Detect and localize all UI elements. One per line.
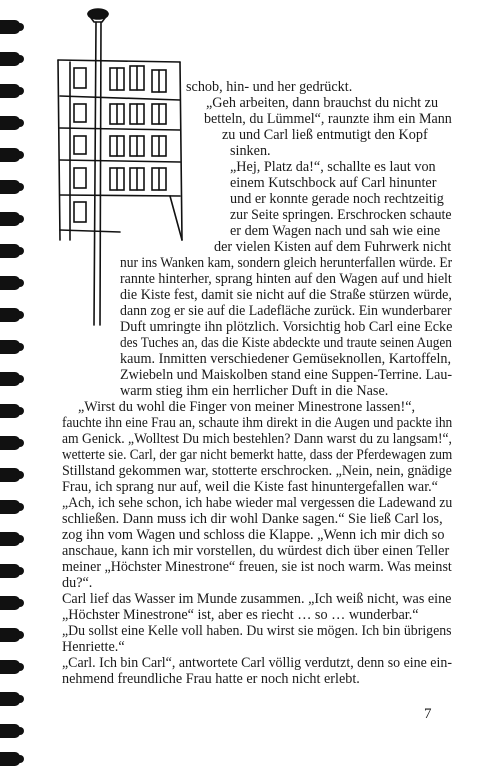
binding-ring <box>0 148 20 162</box>
text-line: meiner „Höchster Minestrone“ freuen, sie ist noch warm. Was meinst <box>62 559 452 575</box>
text-line: schob, hin- und her gedrückt. <box>186 79 353 95</box>
binding-ring <box>0 692 20 706</box>
text-line: Frau, ich sprang nur auf, weil die Kiste fast hinuntergefallen war.“ <box>62 479 438 495</box>
binding-ring <box>0 564 20 578</box>
text-line: Carl lief das Wasser im Munde zusammen. „Ich weiß nicht, was eine <box>62 591 452 607</box>
text-line: „Carl. Ich bin Carl“, antwortete Carl völlig verdutzt, denn so eine ein- <box>62 655 452 671</box>
binding-ring <box>0 532 20 546</box>
text-line: der vielen Kisten auf dem Fuhrwerk nicht <box>214 239 452 255</box>
text-line: du?“. <box>62 575 93 591</box>
text-line: „Höchster Minestrone“ ist, aber es riecht … so … wunderbar.“ <box>62 607 419 623</box>
binding-ring <box>0 20 20 34</box>
binding-ring <box>0 340 20 354</box>
text-line: zog ihn vom Wagen und schloss die Klappe. „Wenn ich mir dich so <box>62 527 445 543</box>
text-line: zu und Carl ließ entmutigt den Kopf <box>222 127 428 143</box>
text-line: nehmend freundliche Frau hatte er noch nicht erlebt. <box>62 671 360 687</box>
text-line: am Genick. „Wolltest Du mich bestehlen? Dann warst du zu langsam!“, <box>62 431 452 447</box>
text-line: Zwiebeln und Maiskolben stand eine Suppen-Terrine. Lau- <box>120 367 453 383</box>
binding-ring <box>0 212 20 226</box>
text-line: „Geh arbeiten, dann brauchst du nicht zu <box>206 95 439 111</box>
text-line: fauchte ihn eine Frau an, schaute ihm direkt in die Augen und packte ihn <box>62 415 453 431</box>
binding-ring <box>0 372 20 386</box>
text-line: rannte hinterher, sprang hinten auf den Wagen auf und hielt <box>120 271 452 287</box>
text-line: „Wirst du wohl die Finger von meiner Minestrone lassen!“, <box>78 399 416 415</box>
text-line: er dem Wagen nach und sah wie eine <box>230 223 441 239</box>
binding-ring <box>0 628 20 642</box>
binding-ring <box>0 276 20 290</box>
binding-ring <box>0 52 20 66</box>
text-line: Stillstand gekommen war, stotterte erschrocken. „Nein, nein, gnädige <box>62 463 452 479</box>
text-line: „Du sollst eine Kelle voll haben. Du wirst sie mögen. Ich bin übrigens <box>62 623 452 639</box>
text-line: die Kiste fest, damit sie nicht auf die Straße stürzen würde, <box>120 287 452 303</box>
text-line: Duft umringte ihn plötzlich. Vorsichtig hob Carl eine Ecke <box>120 319 453 335</box>
text-line: „Hej, Platz da!“, schallte es laut von <box>230 159 436 175</box>
text-line: „Ach, ich sehe schon, ich habe wieder mal vergessen die Ladewand zu <box>62 495 453 511</box>
text-line: und er konnte gerade noch rechtzeitig <box>230 191 444 207</box>
binding-ring <box>0 468 20 482</box>
text-line: nur ins Wanken kam, sondern gleich herunterfallen würde. Er <box>120 255 453 271</box>
text-line: einem Kutschbock auf Carl hinunter <box>230 175 437 191</box>
text-line: Henriette.“ <box>62 639 125 655</box>
binding-ring <box>0 436 20 450</box>
binding-ring <box>0 180 20 194</box>
binding-ring <box>0 116 20 130</box>
text-line: des Tuches an, das die Kiste abdeckte und traute seinen Augen <box>120 335 452 351</box>
binding-ring <box>0 724 20 738</box>
text-line: dann zog er sie auf die Ladefläche zurück. Ein wunderbarer <box>120 303 452 319</box>
page-number: 7 <box>424 706 432 722</box>
text-line: wetterte sie. Carl, der gar nicht bemerkt hatte, dass der Pferdewagen zum <box>62 447 453 463</box>
text-line: warm stieg ihm ein herrlicher Duft in die Nase. <box>120 383 389 399</box>
binding-ring <box>0 84 20 98</box>
text-line: schließen. Dann muss ich dir wohl Danke sagen.“ Sie ließ Carl los, <box>62 511 443 527</box>
binding-ring <box>0 244 20 258</box>
text-line: kaum. Inmitten verschiedener Gemüseknollen, Kartoffeln, <box>120 351 452 367</box>
text-line: anschaue, kann ich mir vorstellen, du würdest dich über einen Teller <box>62 543 450 559</box>
text-line: sinken. <box>230 143 271 159</box>
binding-ring <box>0 596 20 610</box>
text-line: betteln, du Lümmel“, raunzte ihm ein Mann <box>204 111 452 127</box>
text-line: zur Seite springen. Erschrocken schaute <box>230 207 452 223</box>
binding-ring <box>0 660 20 674</box>
binding-ring <box>0 404 20 418</box>
binding-ring <box>0 500 20 514</box>
binding-ring <box>0 308 20 322</box>
